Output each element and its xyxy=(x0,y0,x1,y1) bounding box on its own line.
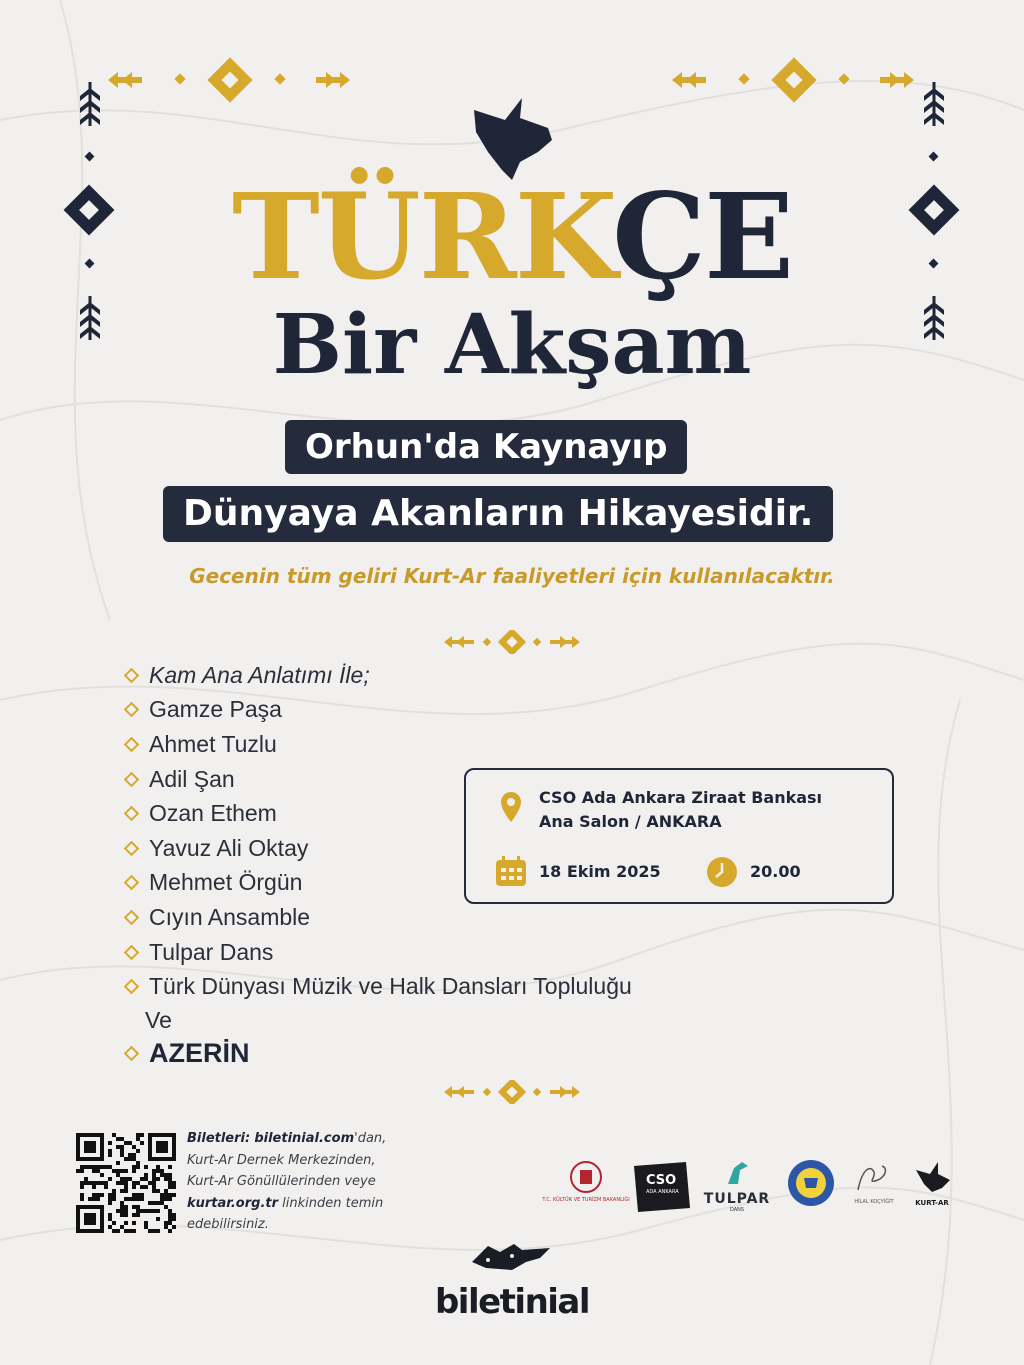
diamond-dot-icon xyxy=(838,73,849,84)
arrow-ornament-icon xyxy=(108,72,142,88)
cso-logo-subtext: ADA ANKARA xyxy=(646,1189,679,1195)
list-item: Tulpar Dans xyxy=(124,935,632,970)
arrow-ornament-icon xyxy=(672,72,706,88)
diamond-dot-icon xyxy=(274,73,285,84)
bullet-icon xyxy=(124,840,140,856)
tulpar-logo-text: TULPAR xyxy=(703,1191,771,1207)
bullet-icon xyxy=(124,702,140,718)
qr-code[interactable] xyxy=(76,1130,176,1236)
diamond-dot-icon xyxy=(929,152,939,162)
event-title xyxy=(0,167,1024,306)
bullet-icon xyxy=(124,737,140,753)
list-item: Adil Şan xyxy=(124,762,632,797)
association-emblem-icon xyxy=(786,1158,836,1208)
list-item: Türk Dünyası Müzik ve Halk Dansları Topluluğu xyxy=(124,969,632,1004)
kurtar-wolf-logo-icon xyxy=(912,1160,952,1196)
kurtar-link[interactable]: kurtar.org.tr xyxy=(187,1195,279,1211)
ministry-logo-text: T.C. KÜLTÜR VE TURİZM BAKANLIĞI xyxy=(542,1197,630,1203)
title-dark-part: ÇE xyxy=(612,167,793,306)
bullet-icon xyxy=(124,668,140,684)
list-item: Mehmet Örgün xyxy=(124,866,632,901)
kurtar-logo-text: KURT-AR xyxy=(915,1199,949,1207)
arrow-ornament-icon xyxy=(880,72,914,88)
divider-ornament xyxy=(440,630,584,654)
title-gold-part: TÜRK xyxy=(231,167,613,306)
bullet-icon xyxy=(124,1045,140,1061)
feather-ornament-icon xyxy=(80,82,100,126)
tagline-banner-1: Orhun'da Kaynayıp xyxy=(285,420,687,474)
horse-logo-icon xyxy=(724,1160,752,1186)
location-pin-icon xyxy=(499,790,523,824)
star-ornament-icon xyxy=(207,57,252,102)
revenue-note: Gecenin tüm geliri Kurt-Ar faaliyetleri için kullanılacaktır. xyxy=(189,564,835,588)
venue-name-line2: Ana Salon / ANKARA xyxy=(539,812,722,831)
ticket-site-link[interactable]: biletinial.com xyxy=(254,1131,355,1146)
biletinial-logo-icon xyxy=(466,1236,556,1276)
bullet-icon xyxy=(124,944,140,960)
diamond-dot-icon xyxy=(174,73,185,84)
tagline-banner-2: Dünyaya Akanların Hikayesidir. xyxy=(163,486,833,542)
arrow-ornament-icon xyxy=(316,72,350,88)
diamond-dot-icon xyxy=(738,73,749,84)
bullet-icon xyxy=(124,910,140,926)
headliner: AZERİN xyxy=(124,1036,632,1071)
tulpar-logo-subtext: DANS xyxy=(729,1207,745,1213)
diamond-dot-icon xyxy=(85,152,95,162)
list-item: Cıyın Ansamble xyxy=(124,900,632,935)
bullet-icon xyxy=(124,875,140,891)
hilal-logo-text: HİLAL KOÇYİĞİT xyxy=(854,1199,894,1205)
bullet-icon xyxy=(124,979,140,995)
list-item: Ozan Ethem xyxy=(124,796,632,831)
star-ornament-icon xyxy=(771,57,816,102)
list-item: Yavuz Ali Oktay xyxy=(124,831,632,866)
event-subtitle: Bir Akşam xyxy=(272,297,752,393)
list-item: Gamze Paşa xyxy=(124,693,632,728)
ministry-logo-icon xyxy=(566,1160,606,1194)
event-time: 20.00 xyxy=(750,862,801,881)
event-date: 18 Ekim 2025 xyxy=(539,862,661,881)
feather-ornament-icon xyxy=(924,82,944,126)
calendar-icon xyxy=(494,854,528,888)
connector-text: Ve xyxy=(145,1006,172,1033)
signature-logo-icon xyxy=(852,1160,896,1196)
biletinial-brand: biletinial xyxy=(434,1282,590,1322)
bullet-icon xyxy=(124,806,140,822)
list-item: Kam Ana Anlatımı İle; xyxy=(124,658,632,693)
bullet-icon xyxy=(124,771,140,787)
cso-logo-text: CSO xyxy=(646,1173,677,1188)
divider-ornament xyxy=(440,1080,584,1104)
venue-name-line1: CSO Ada Ankara Ziraat Bankası xyxy=(539,788,823,807)
list-item: Ahmet Tuzlu xyxy=(124,727,632,762)
ticket-info: Biletleri: biletinial.com'dan, Kurt-Ar Dernek Merkezinden, Kurt-Ar Gönüllülerinden veye kurtar.org.tr linkinden temin edebilirsiniz. xyxy=(187,1131,387,1232)
clock-icon xyxy=(706,856,738,888)
venue-info-box xyxy=(464,768,894,904)
